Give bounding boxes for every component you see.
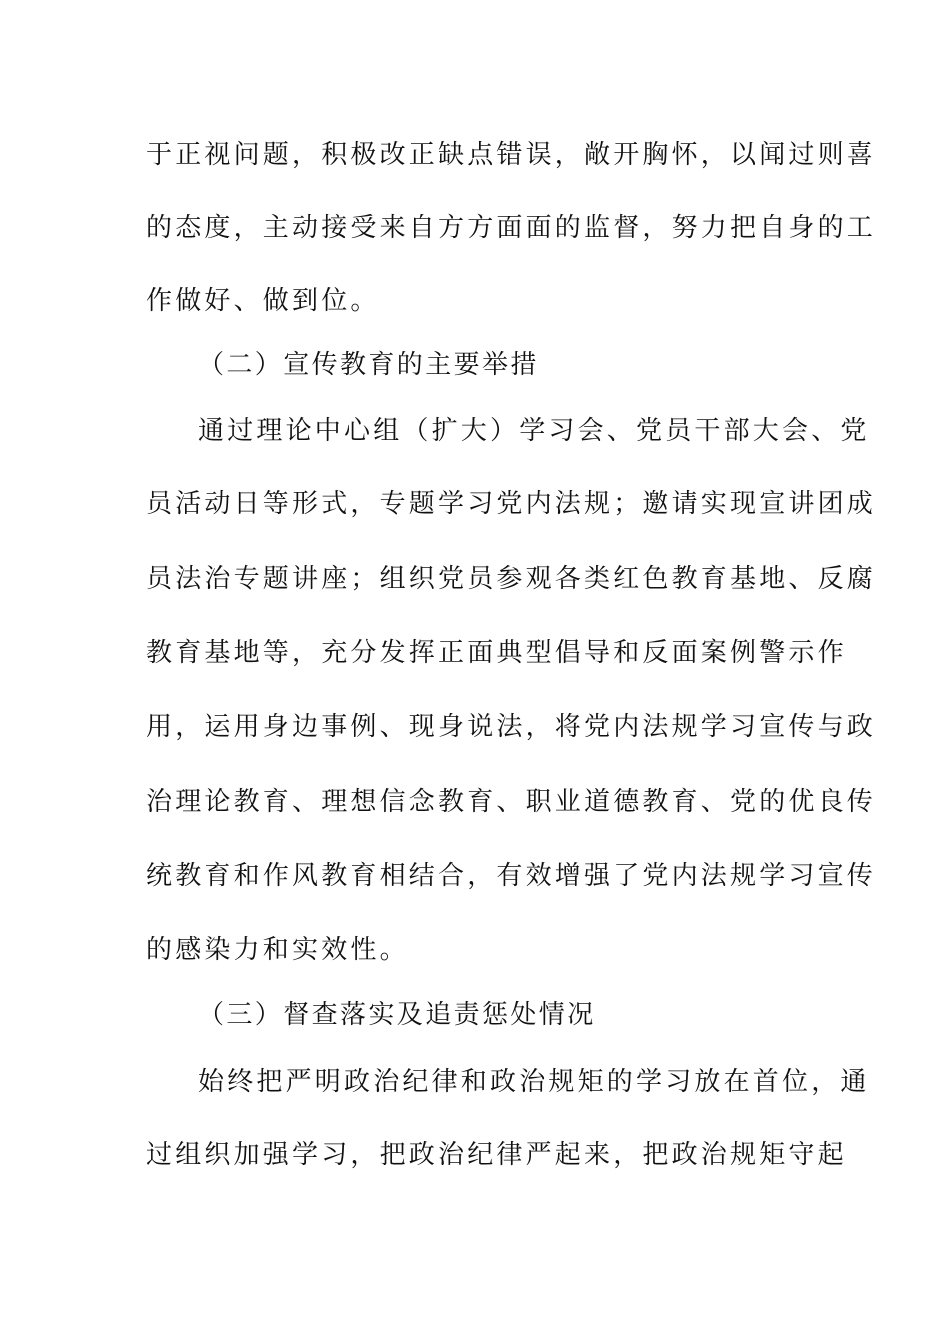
paragraph-line: 治理论教育、理想信念教育、职业道德教育、党的优良传 [146, 787, 877, 817]
paragraph-line: 始终把严明政治纪律和政治规矩的学习放在首位，通 [198, 1067, 870, 1097]
paragraph-line: 用，运用身边事例、现身说法，将党内法规学习宣传与政 [146, 712, 877, 742]
paragraph-line: 于正视问题，积极改正缺点错误，敞开胸怀，以闻过则喜 [146, 140, 877, 170]
paragraph-line: 的态度，主动接受来自方方面面的监督，努力把自身的工 [146, 213, 877, 243]
paragraph-line: 通过理论中心组（扩大）学习会、党员干部大会、党 [198, 416, 870, 446]
paragraph-line: 作做好、做到位。 [146, 286, 380, 316]
paragraph-line: 员活动日等形式，专题学习党内法规；邀请实现宣讲团成 [146, 489, 877, 519]
paragraph-line: 过组织加强学习，把政治纪律严起来，把政治规矩守起 [146, 1140, 847, 1170]
section-heading: （三）督查落实及追责惩处情况 [198, 1000, 596, 1030]
paragraph-line: 教育基地等，充分发挥正面典型倡导和反面案例警示作 [146, 638, 847, 668]
paragraph-line: 统教育和作风教育相结合，有效增强了党内法规学习宣传 [146, 861, 877, 891]
paragraph-line: 员法治专题讲座；组织党员参观各类红色教育基地、反腐 [146, 564, 877, 594]
section-heading: （二）宣传教育的主要举措 [198, 350, 539, 380]
paragraph-line: 的感染力和实效性。 [146, 935, 409, 965]
